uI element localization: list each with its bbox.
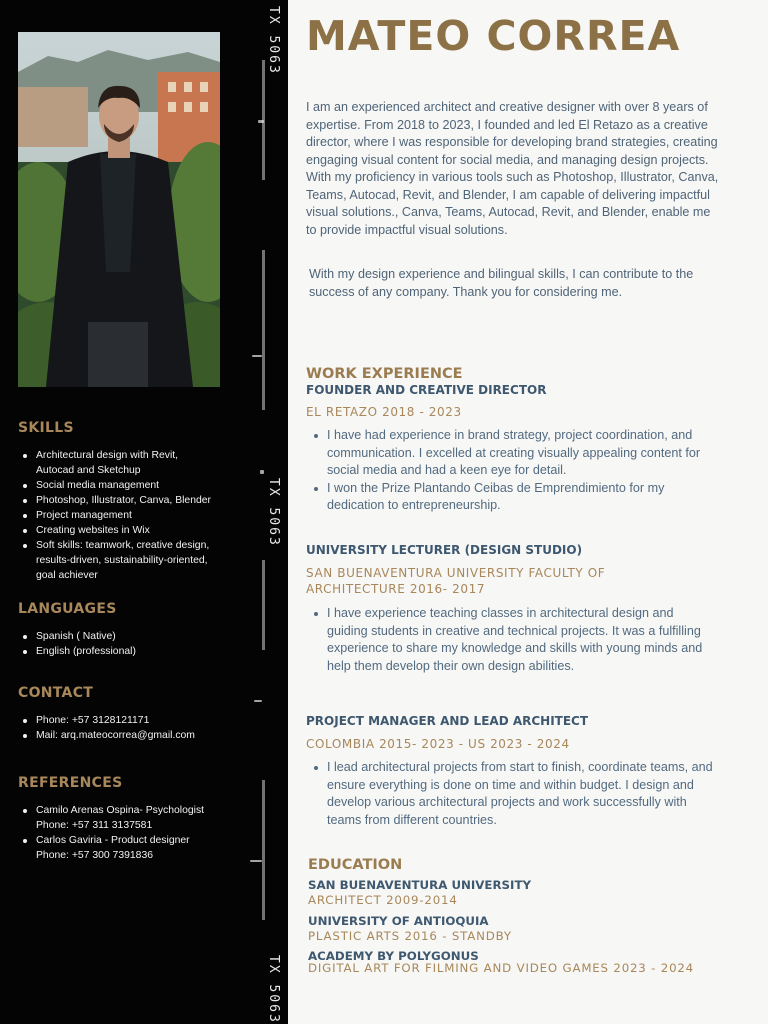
job-title: FOUNDER AND CREATIVE DIRECTOR — [306, 383, 547, 397]
film-code-label: TX 5063 — [266, 6, 281, 75]
job-title: UNIVERSITY LECTURER (DESIGN STUDIO) — [306, 543, 583, 557]
education-degree: DIGITAL ART FOR FILMING AND VIDEO GAMES 2023 - 2024 — [308, 961, 694, 975]
languages-section — [18, 601, 244, 659]
job-bullets — [306, 759, 716, 829]
contact-heading: CONTACT — [18, 685, 94, 701]
skills-section — [18, 420, 244, 583]
job-organization: COLOMBIA 2015- 2023 - US 2023 - 2024 — [306, 737, 570, 751]
skill-item: Soft skills: teamwork, creative design, results-driven, sustainability-oriented, goal achiever — [18, 538, 244, 583]
job-bullet: I won the Prize Plantando Ceibas de Emprendimiento for my dedication to entrepreneurship. — [306, 480, 716, 515]
page-title: MATEO CORREA — [306, 12, 681, 60]
job-bullet: I have had experience in brand strategy, project coordination, and communication. I excelled at creating visually appealing content for social media and had a keen eye for detail. — [306, 427, 716, 480]
film-code-label: TX 5063 — [266, 955, 281, 1024]
language-item: English (professional) — [18, 644, 244, 659]
job-bullet: I lead architectural projects from start to finish, coordinate teams, and ensure everything is done on time and within budget. I design and develop various architectural projects and work successfully with teams from different countries. — [306, 759, 716, 829]
profile-photo — [18, 32, 220, 387]
job-title: PROJECT MANAGER AND LEAD ARCHITECT — [306, 714, 589, 728]
education-school: ACADEMY BY POLYGONUS — [308, 949, 479, 963]
job-organization: SAN BUENAVENTURA UNIVERSITY FACULTY OF ARCHITECTURE 2016- 2017 — [306, 566, 606, 596]
job-bullets — [306, 427, 716, 515]
education-heading: EDUCATION — [308, 857, 403, 873]
job-bullets — [306, 605, 716, 675]
intro-paragraph: I am an experienced architect and creative designer with over 8 years of expertise. From 2018 to 2023, I founded and led El Retazo as a creative director, where I was responsible for developing brand strategies, creating engaging visual content for social media, and managing design projects. With my proficiency in various tools such as Photoshop, Illustrator, Canva, Teams, Autocad, Revit, and Blender, I am capable of delivering impactful visual solutions., Canva, Teams, Autocad, Revit, and Blender, enable me to provide impactful visual solutions. — [306, 100, 719, 237]
education-degree: ARCHITECT 2009-2014 — [308, 893, 458, 907]
education-school: SAN BUENAVENTURA UNIVERSITY — [308, 878, 532, 892]
main-content — [288, 0, 768, 1024]
reference-item: Carlos Gaviria - Product designer Phone: +57 300 7391836 — [18, 833, 244, 863]
references-section — [18, 775, 244, 863]
intro-paragraph-closing: With my design experience and bilingual skills, I can contribute to the success of any company. Thank you for considering me. — [309, 267, 694, 299]
skill-item: Project management — [18, 508, 244, 523]
sidebar — [0, 0, 288, 1024]
education-school: UNIVERSITY OF ANTIOQUIA — [308, 914, 489, 928]
languages-heading: LANGUAGES — [18, 601, 117, 617]
references-heading: REFERENCES — [18, 775, 123, 791]
skill-item: Photoshop, Illustrator, Canva, Blender — [18, 493, 244, 508]
contact-email[interactable]: Mail: arq.mateocorrea@gmail.com — [18, 728, 244, 743]
work-experience-heading: WORK EXPERIENCE — [306, 366, 463, 382]
contact-section — [18, 685, 244, 743]
skills-heading: SKILLS — [18, 420, 74, 436]
film-code-label: TX 5063 — [266, 478, 281, 547]
skill-item: Creating websites in Wix — [18, 523, 244, 538]
contact-phone: Phone: +57 3128121171 — [18, 713, 244, 728]
education-degree: PLASTIC ARTS 2016 - STANDBY — [308, 929, 512, 943]
job-organization: EL RETAZO 2018 - 2023 — [306, 405, 462, 419]
skill-item: Social media management — [18, 478, 244, 493]
language-item: Spanish ( Native) — [18, 629, 244, 644]
reference-item: Camilo Arenas Ospina- Psychologist Phone: +57 311 3137581 — [18, 803, 244, 833]
skill-item: Architectural design with Revit, Autocad and Sketchup — [18, 448, 244, 478]
job-bullet: I have experience teaching classes in architectural design and guiding students in creative and technical projects. It was a fulfilling experience to share my knowledge and skills with young minds and help them develop their own design abilities. — [306, 605, 716, 675]
